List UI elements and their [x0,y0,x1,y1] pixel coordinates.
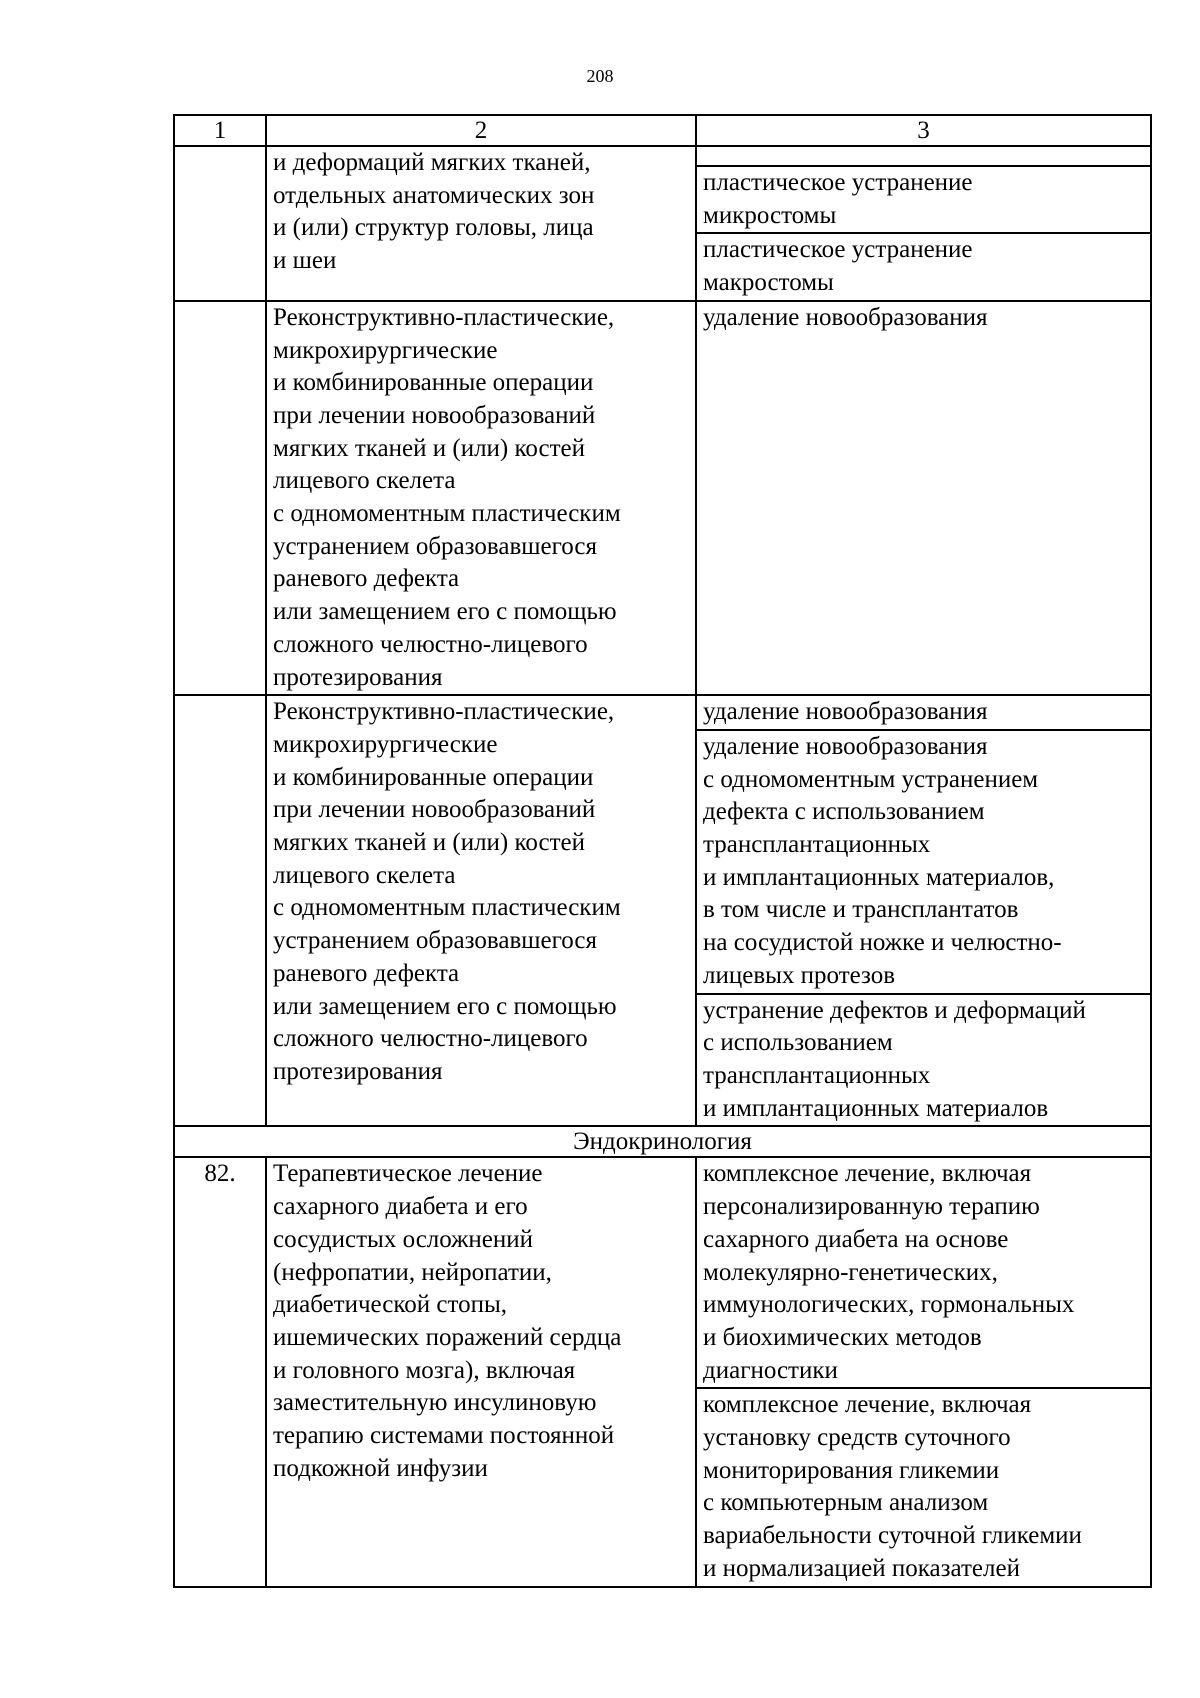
method-cell: комплексное лечение, включая персонализированную терапию сахарного диабета на основе молекулярно-генетических, иммунологических, гормональных и биохимических методов диагностики [696,1157,1151,1388]
table-row [174,146,1151,166]
method-cell [696,146,1151,166]
method-cell: удаление новообразования [696,301,1151,695]
header-col-1: 1 [174,115,266,146]
number-cell: 82. [174,1157,266,1586]
header-row [174,115,1151,146]
method-cell: пластическое устранение макростомы [696,233,1151,300]
procedures-table [173,114,1152,1588]
method-cell: пластическое устранение микростомы [696,166,1151,233]
table-row [174,695,1151,730]
description-cell: Реконструктивно-пластические, микрохирургические и комбинированные операции при лечении новообразований мягких тканей и (или) костей лицевого скелета с одномоментным пластическим устранением образовавшегося раневого дефекта или замещением его с помощью сложного челюстно-лицевого протезирования [266,695,696,1126]
header-col-2: 2 [266,115,696,146]
number-cell [174,301,266,695]
description-cell: Терапевтическое лечение сахарного диабета и его сосудистых осложнений (нефропатии, нейропатии, диабетической стопы, ишемических поражений сердца и головного мозга), включая заместительную инсулиновую терапию системами постоянной подкожной инфузии [266,1157,696,1586]
number-cell [174,695,266,1126]
description-cell: Реконструктивно-пластические, микрохирургические и комбинированные операции при лечении новообразований мягких тканей и (или) костей лицевого скелета с одномоментным пластическим устранением образовавшегося раневого дефекта или замещением его с помощью сложного челюстно-лицевого протезирования [266,301,696,695]
number-cell [174,146,266,301]
table-row [174,301,1151,695]
page-number: 208 [586,66,614,86]
section-row [174,1126,1151,1157]
method-cell: устранение дефектов и деформаций с использованием трансплантационных и имплантационных материалов [696,994,1151,1127]
section-title: Эндокринология [174,1126,1151,1157]
header-col-3: 3 [696,115,1151,146]
method-cell: удаление новообразования с одномоментным устранением дефекта с использованием трансплантационных и имплантационных материалов, в том числе и трансплантатов на сосудистой ножке и челюстно- лицевых протезов [696,730,1151,994]
method-cell: удаление новообразования [696,695,1151,730]
description-cell: и деформаций мягких тканей, отдельных анатомических зон и (или) структур головы, лица и шеи [266,146,696,301]
method-cell: комплексное лечение, включая установку средств суточного мониторирования гликемии с компьютерным анализом вариабельности суточной гликемии и нормализацией показателей [696,1388,1151,1586]
table-row [174,1157,1151,1388]
